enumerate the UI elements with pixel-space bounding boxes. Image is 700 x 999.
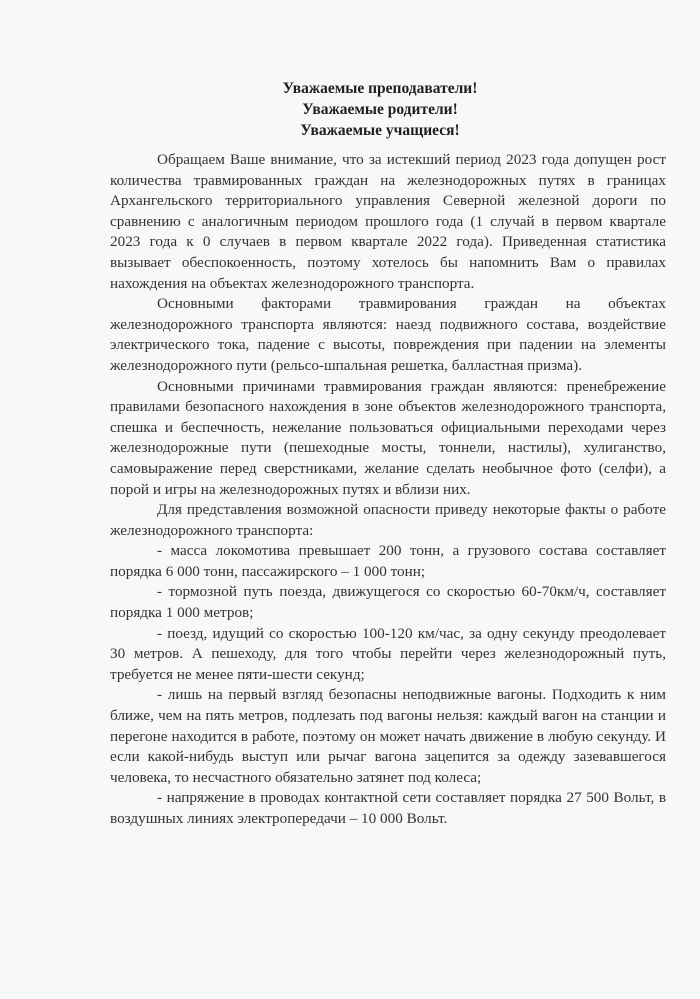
fact-item-speed: - поезд, идущий со скоростью 100-120 км/час, за одну секунду преодолевает 30 метров. А пешеходу, для того чтобы перейти через железнодорожный путь, требуется не менее пяти-шести секунд; [110, 624, 666, 683]
paragraph-facts-intro: Для представления возможной опасности приведу некоторые факты о работе железнодорожного транспорта: [110, 501, 666, 539]
paragraph-factors: Основными факторами травмирования граждан на объектах железнодорожного транспорта являются: наезд подвижного состава, воздействие электрического тока, падение с высоты, повреждения при падении на элементы железнодорожного пути (рельсо-шпальная решетка, балластная призма). [110, 295, 666, 374]
greeting-teachers: Уважаемые преподаватели! [282, 80, 478, 97]
paragraph-causes: Основными причинами травмирования граждан являются: пренебрежение правилами безопасного нахождения в зоне объектов железнодорожного транспорта, спешка и беспечность, нежелание пользоваться официальными переходами через железнодорожные пути (пешеходные мосты, тоннели, настилы), хулиганство, самовыражение перед сверстниками, желание сделать необычное фото (селфи), а порой и игры на железнодорожных путях и вблизи них. [110, 377, 666, 498]
fact-item-voltage: - напряжение в проводах контактной сети составляет порядка 27 500 Вольт, в воздушных линиях электропередачи – 10 000 Вольт. [110, 789, 666, 827]
document-body [110, 150, 666, 830]
paragraph-statistics: Обращаем Ваше внимание, что за истекший период 2023 года допущен рост количества травмированных граждан на железнодорожных путях в границах Архангельского территориального управления Северной железной дороги по сравнению с аналогичным периодом прошлого года (1 случай в первом квартале 2023 года к 0 случаев в первом квартале 2022 года). Приведенная статистика вызывает обеспокоенность, поэтому хотелось бы напомнить Вам о правилах нахождения на объектах железнодорожного транспорта. [110, 151, 666, 292]
greeting-students: Уважаемые учащиеся! [300, 122, 460, 139]
fact-item-mass: - масса локомотива превышает 200 тонн, а грузового состава составляет порядка 6 000 тонн, пассажирского – 1 000 тонн; [110, 542, 666, 580]
fact-item-braking: - тормозной путь поезда, движущегося со скоростью 60-70км/ч, составляет порядка 1 000 метров; [110, 583, 666, 622]
greeting-parents: Уважаемые родители! [302, 101, 458, 118]
fact-item-wagons: - лишь на первый взгляд безопасны неподвижные вагоны. Подходить к ним ближе, чем на пять метров, подлезать под вагоны нельзя: каждый вагон на станции и перегоне находится в работе, поэтому он может начать движение в любую секунду. И если какой-нибудь выступ или рычаг вагона зацепится за одежду зазевавшегося человека, то несчастного обязательно затянет под колеса; [110, 686, 666, 786]
greeting-block [0, 78, 700, 141]
